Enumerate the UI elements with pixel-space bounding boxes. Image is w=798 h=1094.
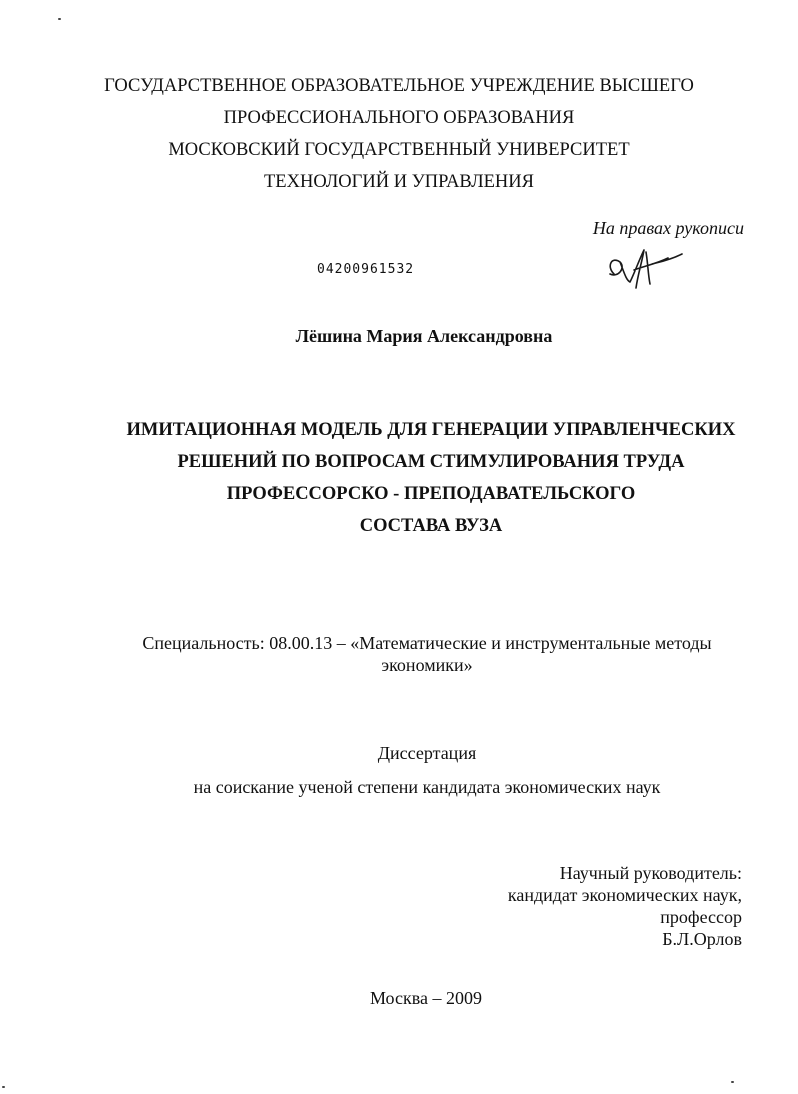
scan-speck xyxy=(2,1086,5,1088)
dissertation-title xyxy=(0,414,798,542)
manuscript-note: На правах рукописи xyxy=(592,218,744,238)
supervisor-line: кандидат экономических наук, xyxy=(507,885,742,905)
institution-line: ТЕХНОЛОГИЙ И УПРАВЛЕНИЯ xyxy=(264,172,534,192)
supervisor-line: Научный руководитель: xyxy=(559,863,742,883)
scan-speck xyxy=(58,18,61,20)
supervisor-line: профессор xyxy=(660,907,742,927)
institution-name xyxy=(0,70,798,198)
handwritten-signature xyxy=(604,244,686,294)
dissertation-type: Диссертация xyxy=(377,743,477,763)
title-line: СОСТАВА ВУЗА xyxy=(359,516,503,536)
specialty-line: экономики» xyxy=(381,655,473,675)
supervisor-block xyxy=(508,862,742,950)
title-line: ИМИТАЦИОННАЯ МОДЕЛЬ ДЛЯ ГЕНЕРАЦИИ УПРАВЛЕНЧЕСКИХ xyxy=(126,420,736,440)
city-year: Москва – 2009 xyxy=(370,988,482,1008)
dissertation-degree: на соискание ученой степени кандидата экономических наук xyxy=(193,777,661,797)
dissertation-info xyxy=(0,736,798,804)
specialty xyxy=(0,632,798,676)
scan-speck xyxy=(731,1081,734,1083)
document-number: 04200961532 xyxy=(317,262,415,277)
institution-line: ПРОФЕССИОНАЛЬНОГО ОБРАЗОВАНИЯ xyxy=(223,108,575,128)
specialty-line: Специальность: 08.00.13 – «Математические и инструментальные методы xyxy=(142,633,712,653)
author-name: Лёшина Мария Александровна xyxy=(295,326,553,346)
institution-line: ГОСУДАРСТВЕННОЕ ОБРАЗОВАТЕЛЬНОЕ УЧРЕЖДЕНИЕ ВЫСШЕГО xyxy=(104,76,694,96)
supervisor-line: Б.Л.Орлов xyxy=(662,929,742,949)
institution-line: МОСКОВСКИЙ ГОСУДАРСТВЕННЫЙ УНИВЕРСИТЕТ xyxy=(168,140,630,160)
title-line: РЕШЕНИЙ ПО ВОПРОСАМ СТИМУЛИРОВАНИЯ ТРУДА xyxy=(177,452,685,472)
title-line: ПРОФЕССОРСКО - ПРЕПОДАВАТЕЛЬСКОГО xyxy=(226,484,636,504)
